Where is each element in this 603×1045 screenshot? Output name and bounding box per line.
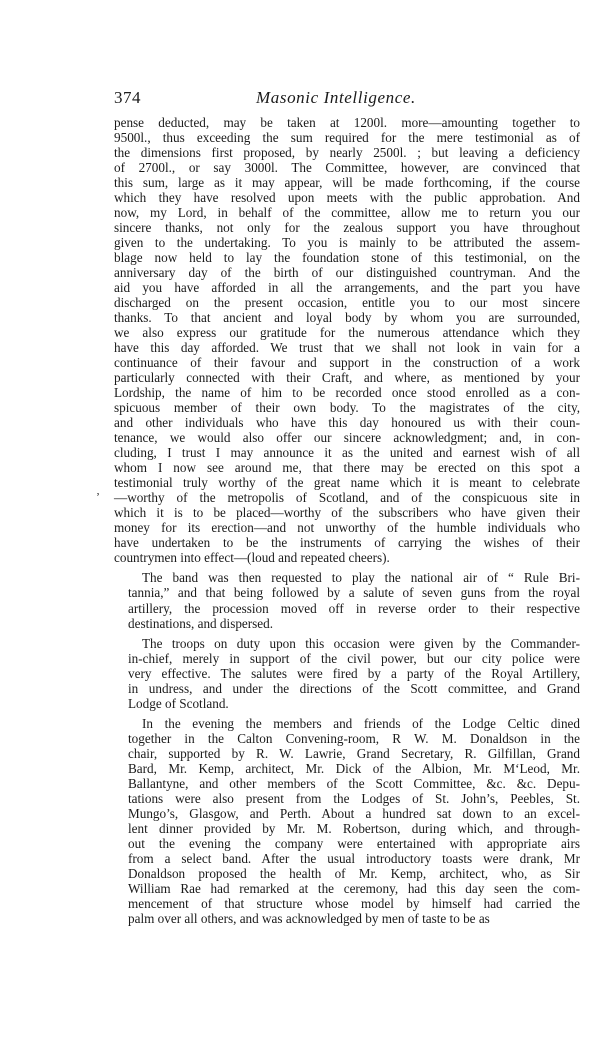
text-line: now, my Lord, in behalf of the committee, allow me to return you our xyxy=(114,205,580,221)
page-header xyxy=(114,88,584,112)
paragraph xyxy=(114,716,580,926)
body-text xyxy=(114,115,580,926)
text-line: whom I now see around me, that there may be erected on this spot a xyxy=(114,460,580,476)
text-line: pense deducted, may be taken at 1200l. more—amounting together to xyxy=(114,115,580,130)
text-line: mencement of that structure whose model by himself had carried the xyxy=(128,895,580,911)
text-line: blage now held to lay the foundation stone of this testimonial, on the xyxy=(114,250,580,266)
text-line: which it is to be placed—worthy of the subscribers who have given their xyxy=(114,505,580,521)
text-line: given to the undertaking. To you is mainly to be attributed the assem- xyxy=(114,235,580,251)
text-line: money for its erection—and not unworthy of the humble individuals who xyxy=(114,520,580,536)
text-line: continuance of their favour and support in the construction of a work xyxy=(114,355,580,371)
text-line: particularly connected with their Craft, and where, as mentioned by your xyxy=(114,370,580,386)
text-line: anniversary day of the birth of our distinguished countryman. And the xyxy=(114,265,580,281)
text-line: artillery, the procession moved off in reverse order to their respective xyxy=(128,600,580,616)
paragraph xyxy=(114,636,580,711)
text-line: spicuous member of their own body. To the magistrates of the city, xyxy=(114,400,580,416)
paragraph xyxy=(114,115,580,565)
text-line: lent dinner provided by Mr. M. Robertson, during which, and through- xyxy=(128,820,580,836)
text-line: from a select band. After the usual introductory toasts were drank, Mr xyxy=(128,850,580,866)
text-line: Donaldson proposed the health of Mr. Kemp, architect, who, as Sir xyxy=(128,865,580,881)
text-line: In the evening the members and friends of the Lodge Celtic dined xyxy=(142,715,580,731)
text-line: William Rae had remarked at the ceremony, had this day seen the com- xyxy=(128,880,580,896)
text-line: discharged on the present occasion, entitle you to our most sincere xyxy=(114,295,580,311)
text-line: aid you have afforded in all the arrangements, and the part you have xyxy=(114,280,580,296)
margin-mark: ‚ xyxy=(96,483,100,497)
text-line: out the evening the company were entertained with appropriate airs xyxy=(128,835,580,851)
text-line: which they have resolved upon meets with the public approbation. And xyxy=(114,190,580,206)
text-line: Lordship, the name of him to be recorded once stood enrolled as a con- xyxy=(114,385,580,401)
text-line: countrymen into effect—(loud and repeated cheers). xyxy=(114,550,390,566)
text-line: cluding, I trust I may announce it as the united and earnest wish of all xyxy=(114,445,580,461)
paragraph xyxy=(114,570,580,630)
text-line: tenance, we would also offer our sincere acknowledgment; and, in con- xyxy=(114,430,580,446)
text-line: Bard, Mr. Kemp, architect, Mr. Dick of the Albion, Mr. M‘Leod, Mr. xyxy=(128,760,580,776)
page-number: 374 xyxy=(114,88,141,107)
running-title: Masonic Intelligence. xyxy=(256,88,416,107)
text-line: tations were also present from the Lodges of St. John’s, Peebles, St. xyxy=(128,790,580,806)
text-line: of 2700l., or say 3000l. The Committee, however, are convinced that xyxy=(114,160,580,176)
text-line: 9500l., thus exceeding the sum required for the mere testimonial as of xyxy=(114,130,580,146)
text-line: sincere thanks, not only for the zealous support you have throughout xyxy=(114,220,580,236)
text-line: Ballantyne, and other members of the Scott Committee, &c. &c. Depu- xyxy=(128,775,580,791)
text-line: thanks. To that ancient and loyal body by whom you are surrounded, xyxy=(114,310,580,326)
text-line: this sum, large as it may appear, will be made forthcoming, if the course xyxy=(114,175,580,191)
text-line: testimonial truly worthy of the great name which it is meant to celebrate xyxy=(114,475,580,491)
text-line: we also express our gratitude for the numerous attendance which they xyxy=(114,325,580,341)
text-line: Lodge of Scotland. xyxy=(128,695,229,711)
text-line: tannia,” and that being followed by a salute of seven guns from the royal xyxy=(128,585,580,601)
text-line: The band was then requested to play the national air of “ Rule Bri- xyxy=(142,570,580,586)
text-line: The troops on duty upon this occasion were given by the Commander- xyxy=(142,635,580,651)
text-line: in undress, and under the directions of the Scott committee, and Grand xyxy=(128,680,580,696)
text-line: destinations, and dispersed. xyxy=(128,615,274,631)
text-line: very effective. The salutes were fired by a party of the Royal Artillery, xyxy=(128,665,580,681)
text-line: and other individuals who have this day honoured us with their coun- xyxy=(114,415,580,431)
text-line: in-chief, merely in support of the civil power, but our city police were xyxy=(128,650,580,666)
text-line: Mungo’s, Glasgow, and Perth. About a hundred sat down to an excel- xyxy=(128,805,580,821)
text-line: chair, supported by R. W. Lawrie, Grand Secretary, R. Gilfillan, Grand xyxy=(128,745,580,761)
text-line: together in the Calton Convening-room, R W. M. Donaldson in the xyxy=(128,730,580,746)
text-line: palm over all others, and was acknowledged by men of taste to be as xyxy=(128,910,490,926)
text-line: have undertaken to be the instruments of carrying the wishes of their xyxy=(114,535,580,551)
text-line: the dimensions first proposed, by nearly 2500l. ; but leaving a deficiency xyxy=(114,145,580,161)
text-line: —worthy of the metropolis of Scotland, and of the conspicuous site in xyxy=(114,490,580,506)
text-line: have this day afforded. We trust that we shall not look in vain for a xyxy=(114,340,580,356)
